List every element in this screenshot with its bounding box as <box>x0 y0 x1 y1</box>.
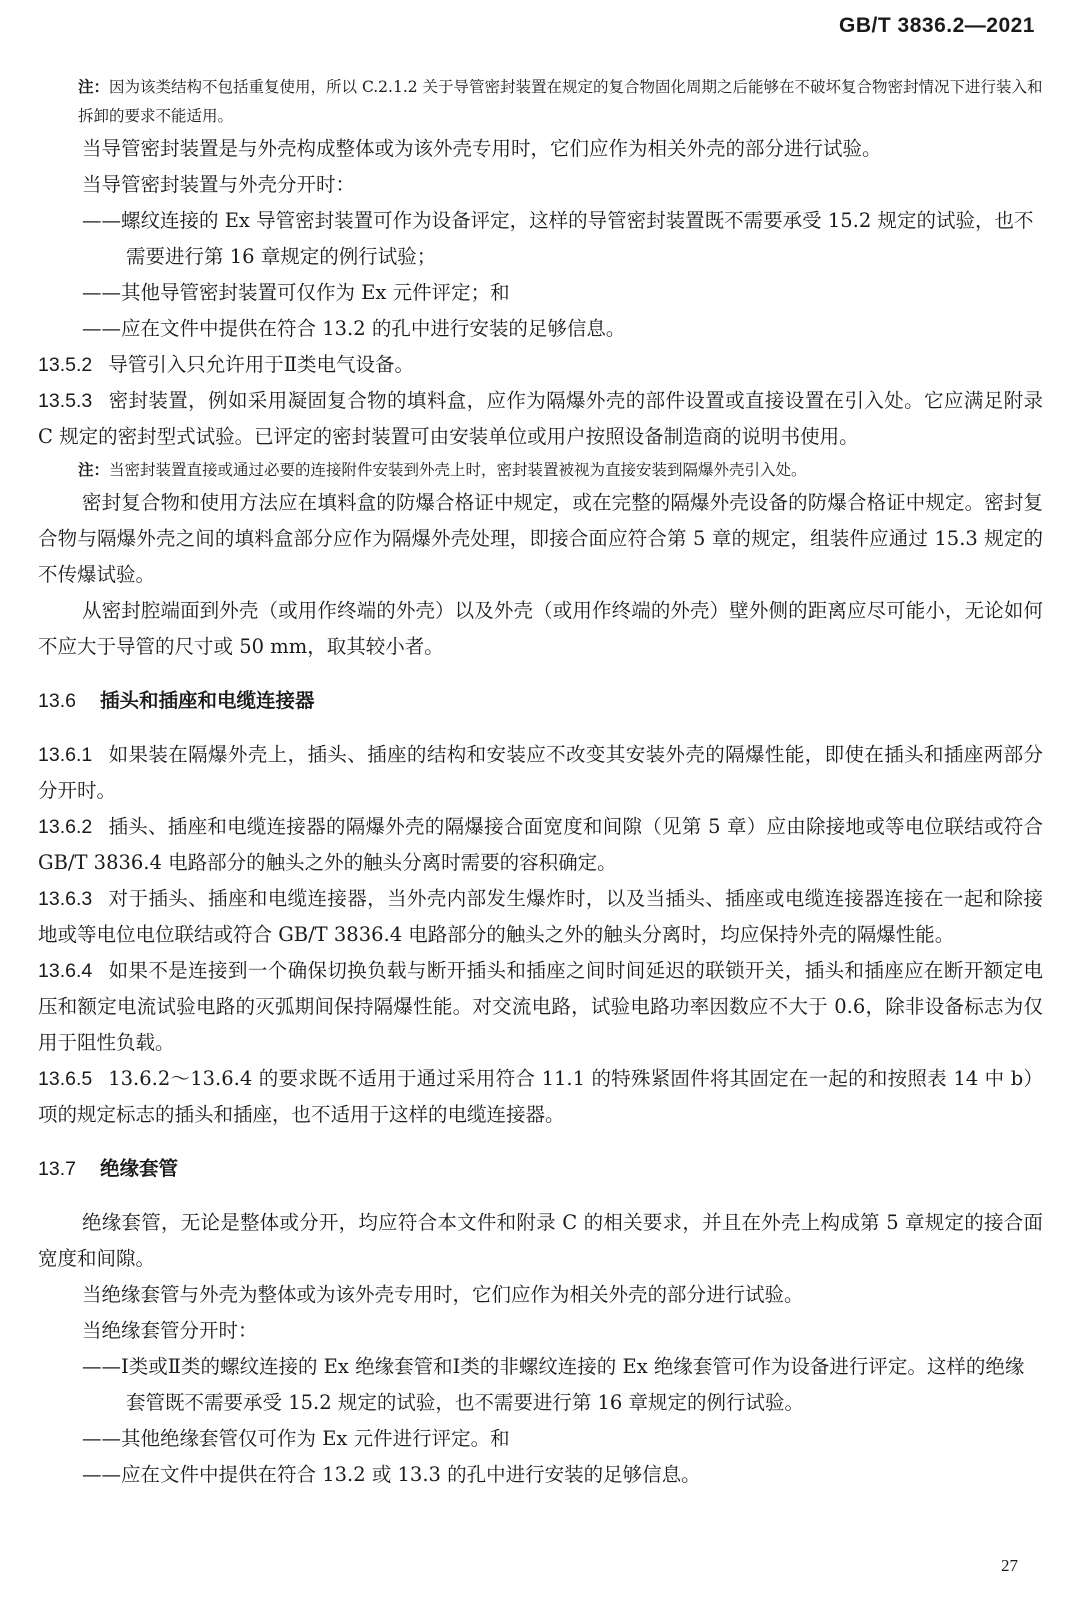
section-number: 13.6 <box>38 690 76 712</box>
dash-list-item: ——应在文件中提供在符合 13.2 的孔中进行安装的足够信息。 <box>82 317 626 340</box>
standard-number: GB/T 3836.2—2021 <box>839 14 1035 37</box>
clause-number: 13.6.5 <box>38 1068 93 1090</box>
note-label: 注： <box>78 460 110 479</box>
dash-list-item: ——Ⅰ类或Ⅱ类的螺纹连接的 Ex 绝缘套管和Ⅰ类的非螺纹连接的 Ex 绝缘套管可作为设备进行评定。这样的绝缘套管既不需要承受 15.2 规定的试验，也不需要进行第 16 章规定的例行试验。 <box>82 1355 1025 1414</box>
note <box>38 455 1043 485</box>
page-body <box>38 72 1043 1493</box>
clause-text: 对于插头、插座和电缆连接器，当外壳内部发生爆炸时，以及当插头、插座或电缆连接器连接在一起和除接地或等电位电位联结或符合 GB/T 3836.4 电路部分的触头之外的触头分离时，均应保持外壳的隔爆性能。 <box>38 887 1043 946</box>
section-heading-13-7 <box>38 1151 1043 1187</box>
clause-13-6-5 <box>38 1061 1043 1133</box>
clause-number: 13.6.1 <box>38 744 93 766</box>
clause-text: 导管引入只允许用于Ⅱ类电气设备。 <box>108 353 414 376</box>
clause-text: 13.6.2～13.6.4 的要求既不适用于通过采用符合 11.1 的特殊紧固件将其固定在一起的和按照表 14 中 b）项的规定标志的插头和插座，也不适用于这样的电缆连接器。 <box>38 1067 1043 1126</box>
clause-number: 13.6.4 <box>38 960 93 982</box>
page-number: 27 <box>1001 1556 1018 1575</box>
clause-text: 插头、插座和电缆连接器的隔爆外壳的隔爆接合面宽度和间隙（见第 5 章）应由除接地或等电位联结或符合 GB/T 3836.4 电路部分的触头之外的触头分离时需要的容积确定。 <box>38 815 1043 874</box>
clause-13-6-4 <box>38 953 1043 1061</box>
clause-13-6-1 <box>38 737 1043 809</box>
section-heading-13-6 <box>38 683 1043 719</box>
clause-number: 13.6.3 <box>38 888 93 910</box>
section-title: 绝缘套管 <box>99 1157 178 1180</box>
paragraph: 当绝缘套管与外壳为整体或为该外壳专用时，它们应作为相关外壳的部分进行试验。 <box>82 1283 804 1306</box>
section-title: 插头和插座和电缆连接器 <box>99 689 315 712</box>
clause-13-5-2 <box>38 347 1043 383</box>
paragraph: 当绝缘套管分开时： <box>82 1319 258 1342</box>
dash-list-item: ——其他导管密封装置可仅作为 Ex 元件评定；和 <box>82 281 510 304</box>
paragraph: 密封复合物和使用方法应在填料盒的防爆合格证中规定，或在完整的隔爆外壳设备的防爆合格证中规定。密封复合物与隔爆外壳之间的填料盒部分应作为隔爆外壳处理，即接合面应符合第 5 章的规定，组装件应通过 15.3 规定的不传爆试验。 <box>38 491 1043 586</box>
clause-number: 13.5.3 <box>38 390 93 412</box>
paragraph: 当导管密封装置与外壳分开时： <box>82 173 356 196</box>
note-text: 因为该类结构不包括重复使用，所以 C.2.1.2 关于导管密封装置在规定的复合物固化周期之后能够在不破坏复合物密封情况下进行装入和拆卸的要求不能适用。 <box>78 78 1043 125</box>
dash-list-item: ——螺纹连接的 Ex 导管密封装置可作为设备评定，这样的导管密封装置既不需要承受 15.2 规定的试验，也不需要进行第 16 章规定的例行试验； <box>82 209 1034 268</box>
dash-list-item: ——其他绝缘套管仅可作为 Ex 元件进行评定。和 <box>82 1427 510 1450</box>
note <box>38 72 1043 131</box>
clause-13-5-3 <box>38 383 1043 455</box>
dash-list-item: ——应在文件中提供在符合 13.2 或 13.3 的孔中进行安装的足够信息。 <box>82 1463 701 1486</box>
clause-13-6-2 <box>38 809 1043 881</box>
paragraph: 绝缘套管，无论是整体或分开，均应符合本文件和附录 C 的相关要求，并且在外壳上构成第 5 章规定的接合面宽度和间隙。 <box>38 1211 1043 1270</box>
clause-text: 如果不是连接到一个确保切换负载与断开插头和插座之间时间延迟的联锁开关，插头和插座应在断开额定电压和额定电流试验电路的灭弧期间保持隔爆性能。对交流电路，试验电路功率因数应不大于 0.6，除非设备标志为仅用于阻性负载。 <box>38 959 1043 1054</box>
clause-text: 密封装置，例如采用凝固复合物的填料盒，应作为隔爆外壳的部件设置或直接设置在引入处。它应满足附录 C 规定的密封型式试验。已评定的密封装置可由安装单位或用户按照设备制造商的说明书使用。 <box>38 389 1043 448</box>
note-text: 当密封装置直接或通过必要的连接附件安装到外壳上时，密封装置被视为直接安装到隔爆外壳引入处。 <box>109 461 807 479</box>
paragraph: 从密封腔端面到外壳（或用作终端的外壳）以及外壳（或用作终端的外壳）壁外侧的距离应尽可能小，无论如何不应大于导管的尺寸或 50 mm，取其较小者。 <box>38 599 1043 658</box>
paragraph: 当导管密封装置是与外壳构成整体或为该外壳专用时，它们应作为相关外壳的部分进行试验。 <box>82 137 882 160</box>
clause-text: 如果装在隔爆外壳上，插头、插座的结构和安装应不改变其安装外壳的隔爆性能，即使在插头和插座两部分分开时。 <box>38 743 1043 802</box>
clause-13-6-3 <box>38 881 1043 953</box>
clause-number: 13.6.2 <box>38 816 93 838</box>
section-number: 13.7 <box>38 1158 76 1180</box>
clause-number: 13.5.2 <box>38 354 93 376</box>
note-label: 注： <box>78 77 110 96</box>
